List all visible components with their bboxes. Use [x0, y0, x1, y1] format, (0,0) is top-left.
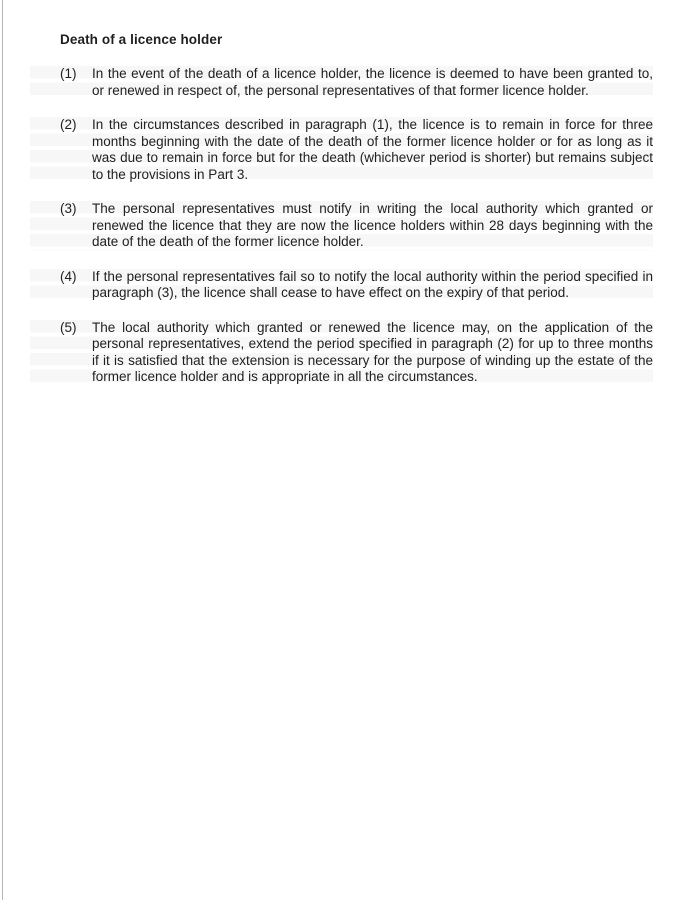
- section-heading: Death of a licence holder: [60, 32, 223, 47]
- paragraph-text: The local authority which granted or renewed the licence may, on the application of the personal representatives, extend the period specified in paragraph (2) for up to three months if it is satisfied that the extension is necessary for the purpose of winding up the estate of the former licence holder and is appropriate in all the circumstances.: [92, 319, 653, 384]
- paragraph-text: If the personal representatives fail so to notify the local authority within the period specified in paragraph (3), the licence shall cease to have effect on the expiry of that period.: [92, 268, 653, 300]
- paragraph-number: (4): [60, 268, 77, 284]
- paragraph-item: [30, 201, 653, 251]
- paragraph-text: The personal representatives must notify in writing the local authority which granted or renewed the licence that they are now the licence holders within 28 days beginning with the date of the death of the former licence holder.: [92, 201, 653, 249]
- paragraph-number: (1): [60, 66, 77, 81]
- paragraph-item: [30, 269, 653, 302]
- paragraph-text: In the circumstances described in paragraph (1), the licence is to remain in force for three months beginning with the date of the death of the former licence holder or for as long as it was due to remain in force but for the death (whichever period is shorter) but remains subject to the provisions in Part 3.: [92, 117, 653, 182]
- paragraph-number: (3): [60, 201, 77, 216]
- paragraph-item: [30, 320, 653, 386]
- paragraph-number: (2): [60, 117, 77, 132]
- paragraph-item: [30, 66, 653, 99]
- paragraph-text: In the event of the death of a licence holder, the licence is deemed to have been granted to, or renewed in respect of, the personal representatives of that former licence holder.: [92, 66, 653, 98]
- paragraph-item: [30, 117, 653, 183]
- scan-edge-line: [2, 0, 3, 900]
- paragraph-number: (5): [60, 319, 77, 335]
